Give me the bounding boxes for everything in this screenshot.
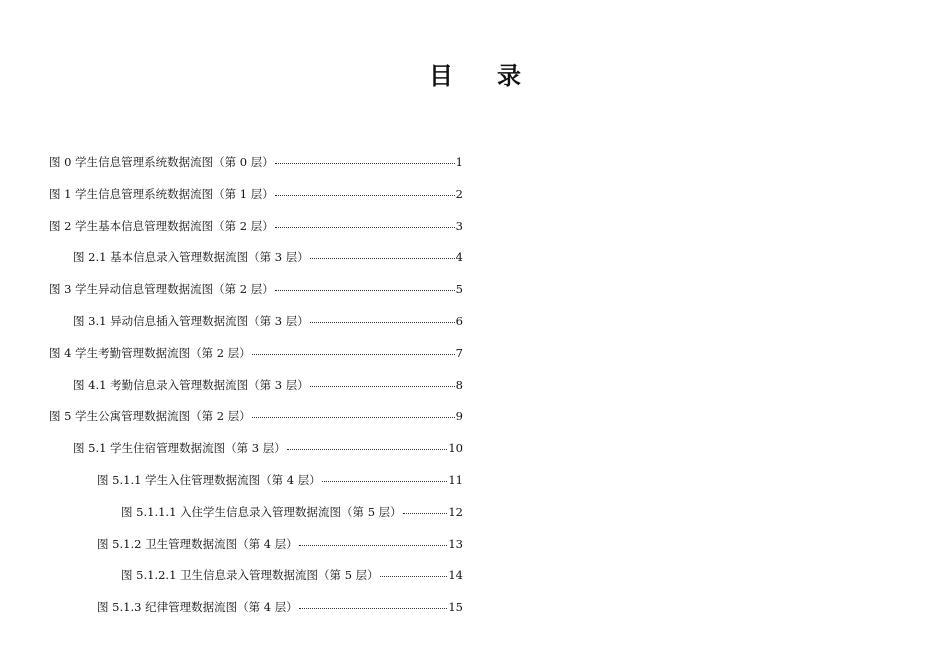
toc-entry[interactable] bbox=[121, 503, 463, 521]
toc-dot-leader bbox=[275, 278, 455, 291]
toc-dot-leader bbox=[299, 533, 448, 546]
toc-entry-page-number: 4 bbox=[455, 250, 463, 265]
toc-entry[interactable] bbox=[49, 153, 463, 171]
toc-title-char-1: 目 bbox=[429, 61, 453, 90]
toc-entry[interactable] bbox=[97, 535, 463, 553]
toc-entry-page-number: 2 bbox=[455, 186, 463, 201]
toc-entry-label: 图 5.1.3 纪律管理数据流图（第 4 层） bbox=[97, 600, 298, 615]
toc-dot-leader bbox=[275, 215, 455, 228]
toc-entry-label: 图 1 学生信息管理系统数据流图（第 1 层） bbox=[49, 186, 274, 201]
toc-entry-label: 图 4.1 考勤信息录入管理数据流图（第 3 层） bbox=[73, 377, 309, 392]
toc-entry-page-number: 14 bbox=[448, 568, 463, 583]
toc-entry-page-number: 15 bbox=[448, 600, 463, 615]
toc-entry-label: 图 0 学生信息管理系统数据流图（第 0 层） bbox=[49, 155, 274, 169]
toc-entry-page-number: 13 bbox=[448, 536, 463, 551]
toc-dot-leader bbox=[322, 469, 448, 482]
toc-entry-label: 图 4 学生考勤管理数据流图（第 2 层） bbox=[49, 345, 251, 360]
toc-entry[interactable] bbox=[49, 407, 463, 425]
toc-entry-label: 图 5.1.1.1 入住学生信息录入管理数据流图（第 5 层） bbox=[121, 504, 402, 519]
toc-entry-page-number: 10 bbox=[448, 441, 463, 456]
toc-entry[interactable] bbox=[49, 217, 463, 235]
toc-entry[interactable] bbox=[49, 344, 463, 362]
toc-entry-page-number: 3 bbox=[455, 218, 463, 233]
toc-entry-page-number: 1 bbox=[455, 155, 463, 169]
toc-entry[interactable] bbox=[73, 248, 463, 266]
toc-entry-label: 图 2.1 基本信息录入管理数据流图（第 3 层） bbox=[73, 250, 309, 265]
toc-entry-page-number: 9 bbox=[455, 409, 463, 424]
toc-entry-page-number: 8 bbox=[455, 377, 463, 392]
toc-dot-leader bbox=[275, 151, 455, 164]
toc-entry-label: 图 3 学生异动信息管理数据流图（第 2 层） bbox=[49, 282, 274, 297]
toc-dot-leader bbox=[310, 310, 455, 323]
toc-entry[interactable] bbox=[97, 598, 463, 616]
toc-dot-leader bbox=[380, 564, 448, 577]
toc-dot-leader bbox=[310, 246, 455, 259]
toc-entry-label: 图 2 学生基本信息管理数据流图（第 2 层） bbox=[49, 218, 274, 233]
toc-entry[interactable] bbox=[97, 471, 463, 489]
toc-entry[interactable] bbox=[73, 439, 463, 457]
toc-entry[interactable] bbox=[49, 280, 463, 298]
toc-entry[interactable] bbox=[121, 566, 463, 584]
toc-entry-label: 图 5 学生公寓管理数据流图（第 2 层） bbox=[49, 409, 251, 424]
toc-entry-page-number: 12 bbox=[448, 504, 463, 519]
toc-entry-label: 图 5.1.2 卫生管理数据流图（第 4 层） bbox=[97, 536, 298, 551]
toc-entry-page-number: 5 bbox=[455, 282, 463, 297]
toc-dot-leader bbox=[275, 183, 455, 196]
toc-entry[interactable] bbox=[49, 185, 463, 203]
toc-entry-label: 图 5.1.1 学生入住管理数据流图（第 4 层） bbox=[97, 473, 321, 487]
toc-entry-page-number: 6 bbox=[455, 314, 463, 328]
toc-entry[interactable] bbox=[73, 312, 463, 330]
toc-entry-label: 图 5.1 学生住宿管理数据流图（第 3 层） bbox=[73, 441, 286, 456]
toc-entry-page-number: 7 bbox=[455, 345, 463, 360]
toc-entry-page-number: 11 bbox=[448, 473, 463, 487]
toc-dot-leader bbox=[252, 405, 455, 418]
toc-dot-leader bbox=[310, 374, 455, 387]
toc-dot-leader bbox=[403, 501, 448, 514]
toc-dot-leader bbox=[287, 437, 448, 450]
toc-dot-leader bbox=[299, 596, 448, 609]
toc-entry-label: 图 3.1 异动信息插入管理数据流图（第 3 层） bbox=[73, 314, 309, 328]
toc-title bbox=[0, 56, 950, 91]
toc-entry-label: 图 5.1.2.1 卫生信息录入管理数据流图（第 5 层） bbox=[121, 568, 379, 583]
toc-entry[interactable] bbox=[73, 376, 463, 394]
toc-title-char-2: 录 bbox=[497, 61, 521, 90]
toc-dot-leader bbox=[252, 342, 455, 355]
